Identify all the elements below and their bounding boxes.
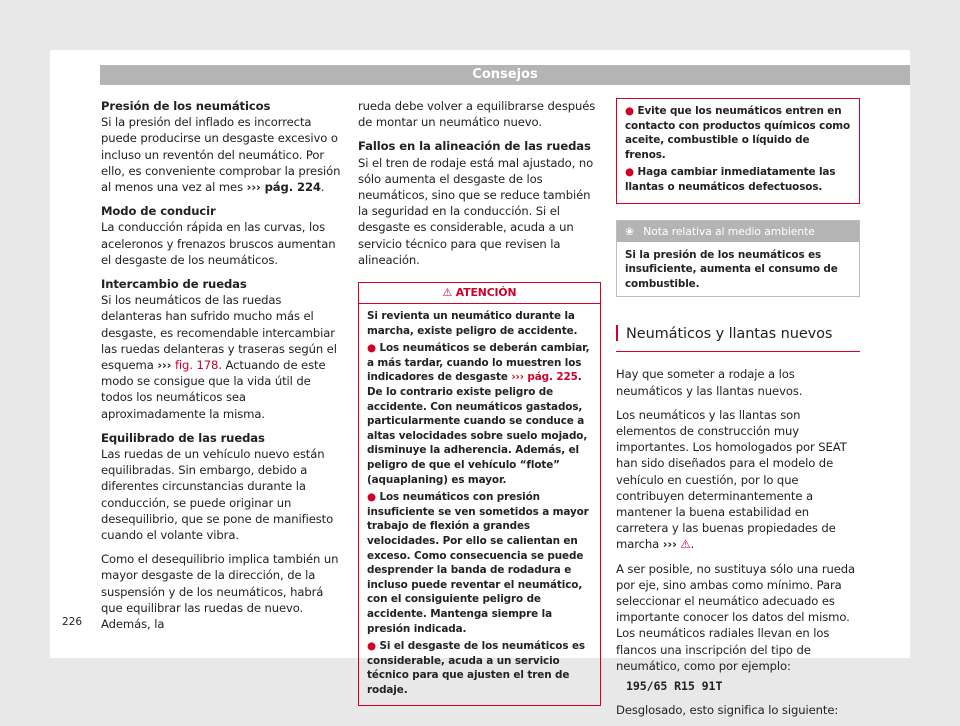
column-2 xyxy=(358,98,601,706)
heading-driving-mode: Modo de conducir xyxy=(101,204,216,219)
warning-bullet-5: ● Haga cambiar inmediatamente las llantas o neumáticos defectuosos. xyxy=(625,166,836,193)
warning-body xyxy=(359,304,600,705)
environment-note-body: Si la presión de los neumáticos es insuficiente, aumenta el consumo de combustible. xyxy=(625,248,838,290)
column-1 xyxy=(101,98,341,640)
warning-triangle-icon[interactable]: ⚠ xyxy=(680,537,691,552)
heading-alignment: Fallos en la alineación de las ruedas xyxy=(358,139,591,154)
bullet-icon: ● xyxy=(625,166,634,179)
section-header: Consejos xyxy=(100,65,910,85)
paragraph-rebalance: rueda debe volver a equilibrarse después de montar un neumático nuevo. xyxy=(358,99,596,130)
paragraph-alignment: Si el tren de rodaje está mal ajustado, no sólo aumenta el desgaste de los neumáticos, sino que se reduce también la seguridad en la conducción. Si el desgaste es considerable, acuda a un servicio técnico para que revisen la alineación. xyxy=(358,155,594,267)
warning-bullet-3: ● Si el desgaste de los neumáticos es considerable, acuda a un servicio técnico para que ajusten el tren de rodaje. xyxy=(367,640,585,696)
paragraph-driving-mode: La conducción rápida en las curvas, los aceleronos y frenazos bruscos aumentan el desgaste de los neumáticos. xyxy=(101,220,336,267)
heading-wheel-balancing: Equilibrado de las ruedas xyxy=(101,430,265,445)
page-number: 226 xyxy=(62,616,83,628)
bullet-icon: ● xyxy=(367,640,376,653)
figure-reference[interactable]: fig. 178 xyxy=(174,358,219,373)
title-accent-bar xyxy=(616,325,618,341)
bullet-icon: ● xyxy=(625,105,634,117)
heading-tire-pressure: Presión de los neumáticos xyxy=(101,99,271,113)
heading-wheel-rotation: Intercambio de ruedas xyxy=(101,277,247,292)
warning-triangle-icon: ⚠ xyxy=(442,286,453,300)
paragraph-run-in: Hay que someter a rodaje a los neumáticos y las llantas nuevos. xyxy=(616,367,803,398)
warning-header: ⚠ ATENCIÓN xyxy=(359,283,600,304)
paragraph-tire-pressure: Si la presión del inflado es incorrecta puede producirse un desgaste excesivo o incluso un reventón del neumático. Por ello, es conveniente comprobar la presión al menos una vez al mes ››› pág. 224. xyxy=(101,115,341,195)
warning-bullet-1: ● Los neumáticos se deberán cambiar, a más tardar, cuando lo muestren los indicadores de desgaste ››› pág. 225. De lo contrario existe peligro de accidente. Con neumáticos gastados, particularmente cuando se conduce a altas velocidades sobre suelo mojado, disminuye la adherencia. Además, el peligro de que el vehículo “flote” (aquaplaning) es mayor. xyxy=(367,342,590,486)
page-reference[interactable]: ››› pág. 224 xyxy=(246,180,321,195)
bullet-icon: ● xyxy=(367,342,376,355)
page-reference[interactable]: ››› pág. 225 xyxy=(511,371,578,384)
leaf-icon: ❀ xyxy=(625,224,634,238)
paragraph-wheel-rotation: Si los neumáticos de las ruedas delanteras han sufrido mucho más el desgaste, es recomendable intercambiar las ruedas delanteras y traseras según el esquema ››› fig. 178. Actuando de este modo se consigue que la vida útil de todos los neumáticos sea aproximadamente la misma. xyxy=(101,293,337,421)
tire-code: 195/65 R15 91T xyxy=(626,679,723,693)
column-3 xyxy=(616,98,860,726)
paragraph-replace: A ser posible, no sustituya sólo una rueda por eje, sino ambas como mínimo. Para seleccionar el neumático adecuado es importante conocer los datos del mismo. Los neumáticos radiales llevan en los flancos una inscripción del tipo de neumático, como por ejemplo: xyxy=(616,561,856,673)
paragraph-breakdown: Desglosado, esto significa lo siguiente: xyxy=(616,703,839,718)
paragraph-imbalance: Como el desequilibrio implica también un mayor desgaste de la dirección, de la suspensión y de los neumáticos, habrá que equilibrar las ruedas de nuevo. Además, la xyxy=(101,552,339,632)
section-title: Neumáticos y llantas nuevos xyxy=(616,319,860,352)
warning-bullet-4: ● Evite que los neumáticos entren en contacto con productos químicos como aceite, combustible o líquido de frenos. xyxy=(625,105,851,161)
warning-intro: Si revienta un neumático durante la marcha, existe peligro de accidente. xyxy=(367,310,578,337)
manual-page xyxy=(50,50,910,718)
paragraph-homologated: Los neumáticos y las llantas son elementos de construcción muy importantes. Los homologados por SEAT han sido diseñados para el modelo de vehículo en cuestión, por lo que contribuyen determinantemente a mantener la buena estabilidad en carretera y las buenas propiedades de marcha ››› ⚠. xyxy=(616,407,847,552)
environment-note-header: ❀ Nota relativa al medio ambiente xyxy=(617,221,859,242)
paragraph-wheel-balancing: Las ruedas de un vehículo nuevo están equilibradas. Sin embargo, debido a diferentes circunstancias durante la conducción, se puede originar un desequilibrio, que se pone de manifiesto cuando el volante vibra. xyxy=(101,447,334,543)
bullet-icon: ● xyxy=(367,491,376,504)
environment-note-box xyxy=(616,220,860,298)
warning-box xyxy=(358,282,601,706)
warning-box-continued xyxy=(616,98,860,204)
warning-bullet-2: ● Los neumáticos con presión insuficiente se ven sometidos a mayor trabajo de flexión a grandes velocidades. Por ello se calientan en exceso. Como consecuencia se puede desprender la banda de rodadura e incluso puede reventar el neumático, con el consiguiente peligro de accidente. Mantenga siempre la presión indicada. xyxy=(367,491,589,635)
